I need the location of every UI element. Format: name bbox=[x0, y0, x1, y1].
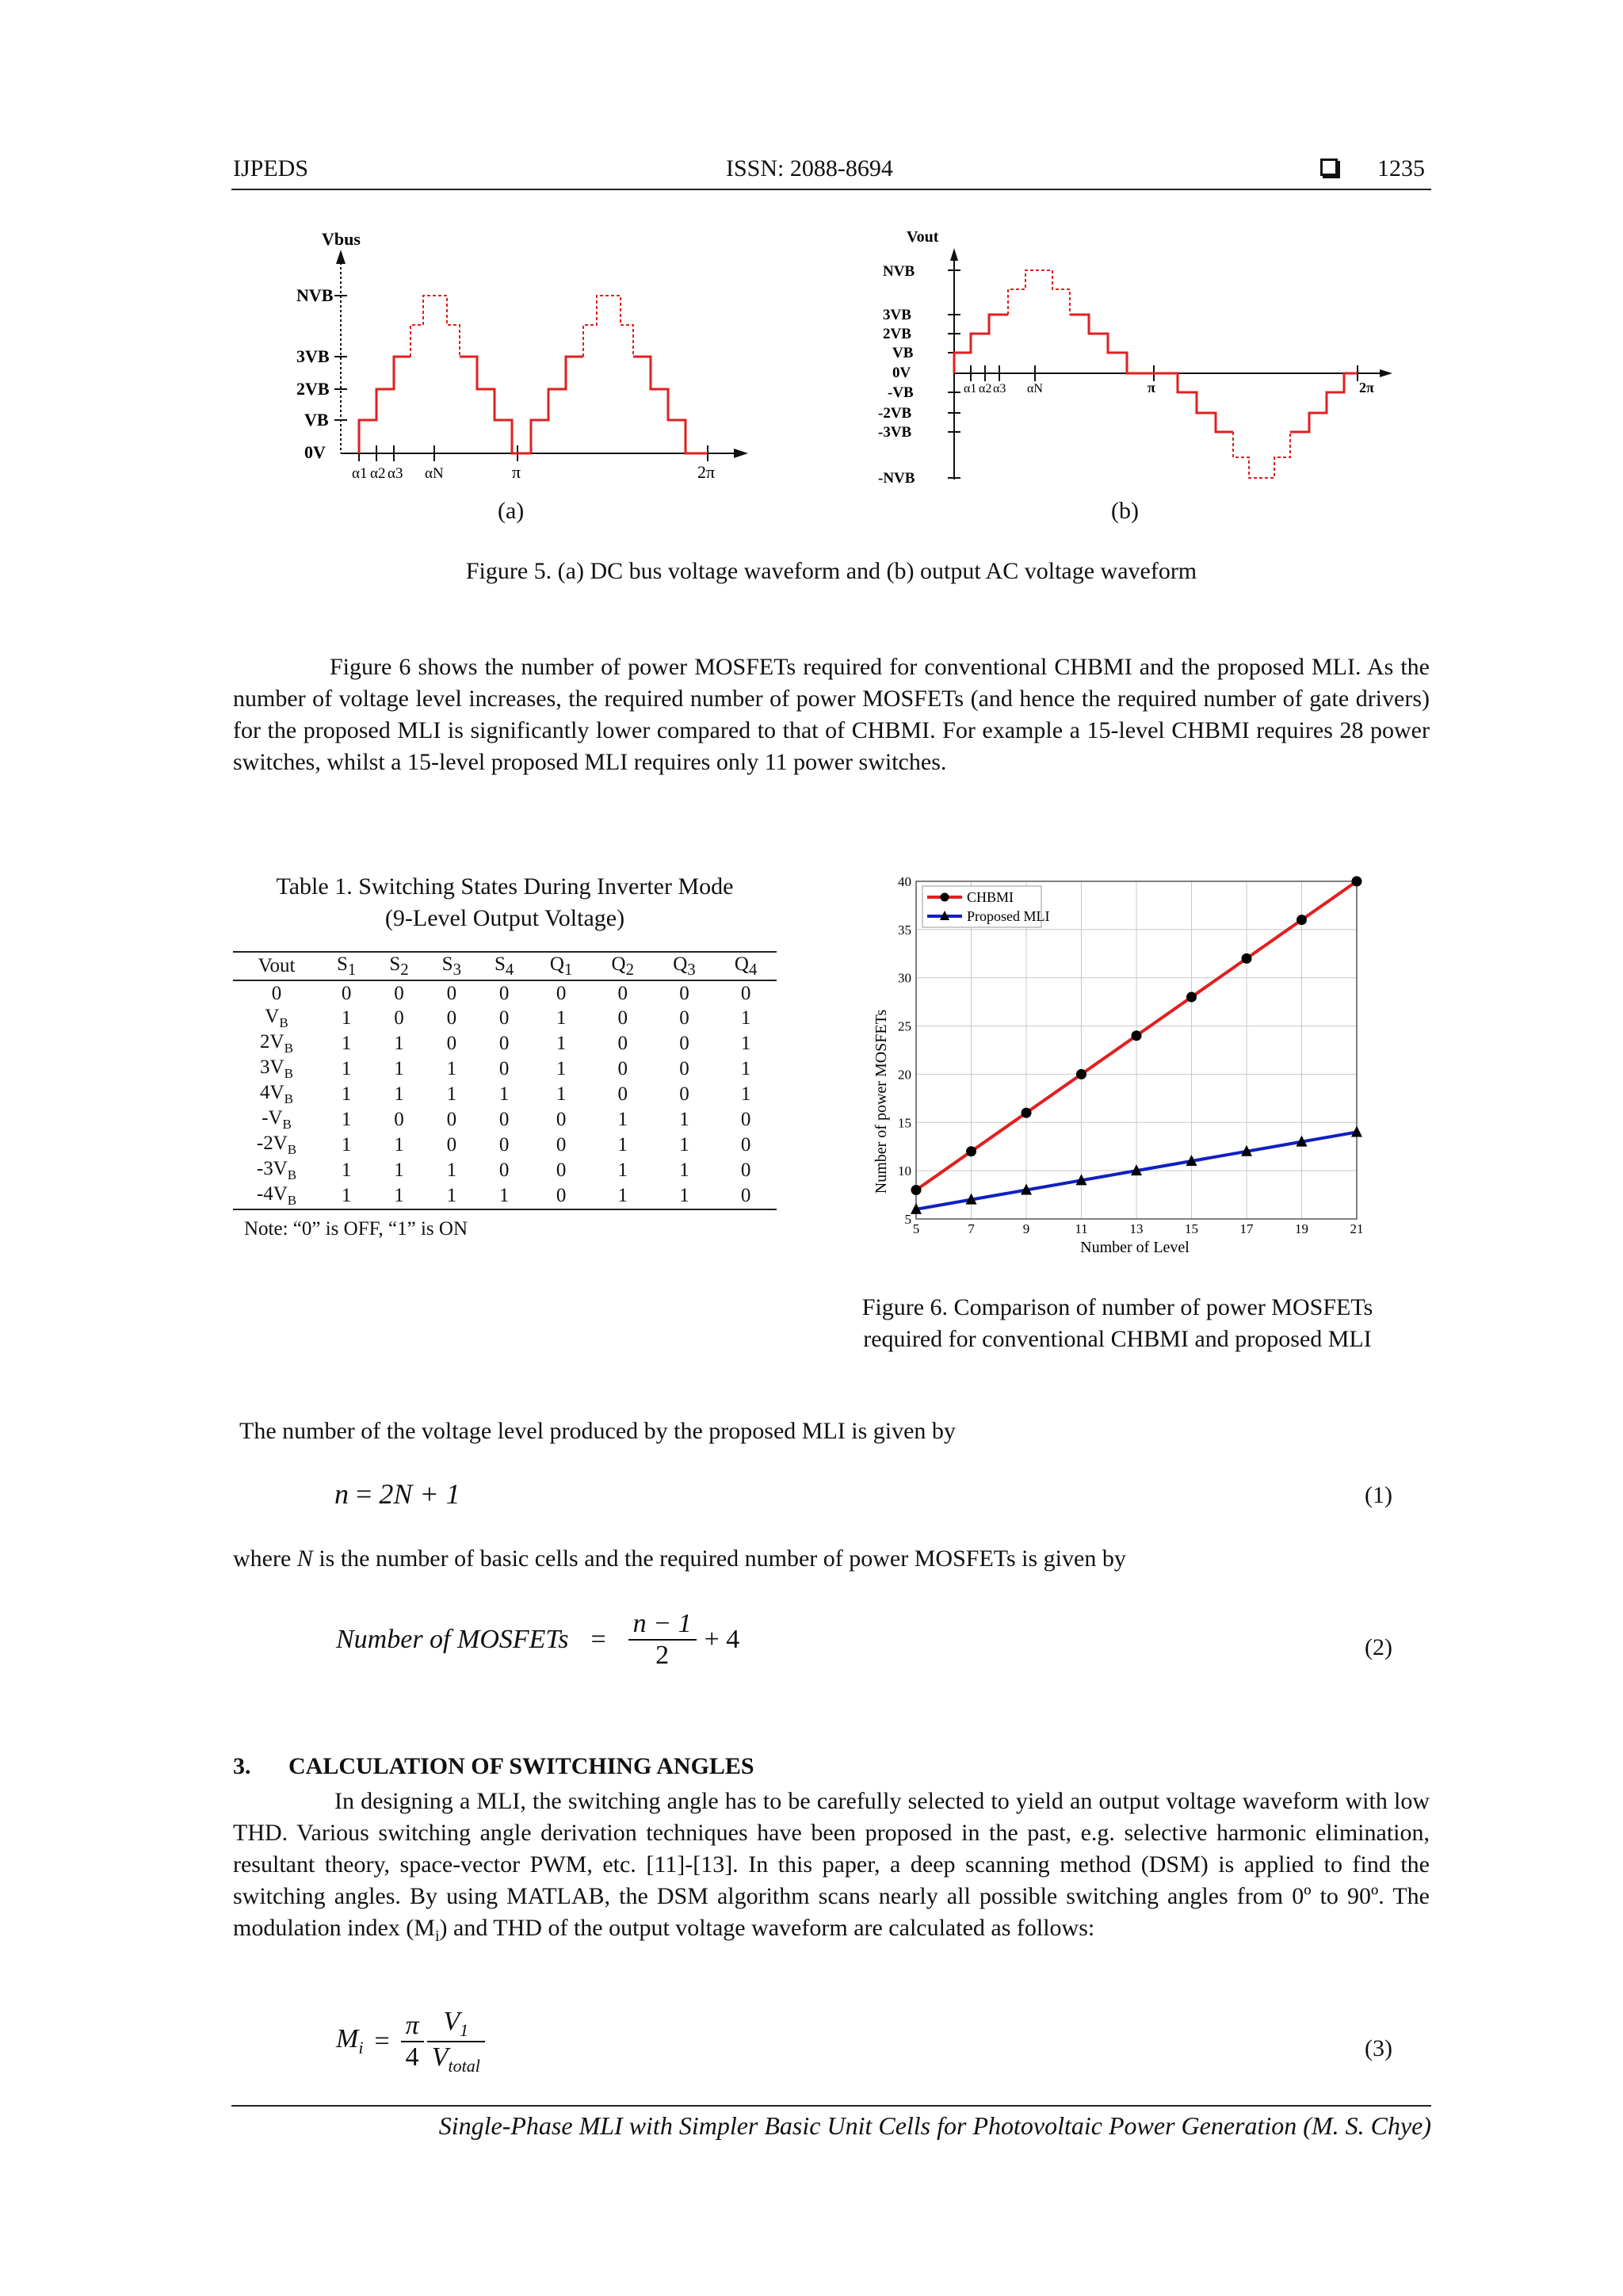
fig5b-panel-label: (b) bbox=[1111, 498, 1139, 524]
table-cell: 1 bbox=[394, 1033, 404, 1054]
arrow-up-icon bbox=[336, 250, 346, 264]
table-cell: 1 bbox=[679, 1134, 689, 1156]
col-header-q1: $Q_1$ bbox=[530, 952, 592, 980]
section3-number: 3. bbox=[233, 1753, 251, 1779]
eq2-lhs: Number of MOSFETs bbox=[336, 1625, 569, 1654]
y-tick-label: 40 bbox=[898, 874, 911, 889]
where-before: where bbox=[233, 1545, 297, 1572]
table-cell: 1 bbox=[341, 1109, 352, 1130]
table-cell: 0 bbox=[556, 1159, 567, 1181]
section3-paragraph bbox=[233, 1786, 1430, 1952]
table-cell: $2V_B$ bbox=[260, 1031, 293, 1056]
table1-title-line1: Table 1. Switching States During Inverter Mode bbox=[276, 873, 734, 900]
data-point-0 bbox=[1076, 1069, 1086, 1079]
fig5a-waveform-solid-1 bbox=[359, 357, 411, 453]
table-cell: 0 bbox=[715, 1183, 777, 1209]
eq2-tail: + 4 bbox=[704, 1625, 740, 1654]
table-cell: 0 bbox=[394, 982, 404, 1004]
fig5a-panel-label: (a) bbox=[498, 498, 525, 524]
legend-label-0: CHBMI bbox=[967, 889, 1014, 905]
y-tick-label: 15 bbox=[898, 1115, 911, 1131]
table-cell: 0 bbox=[679, 982, 689, 1004]
arrow-right-icon bbox=[1380, 369, 1392, 377]
table-cell: 0 bbox=[617, 1058, 628, 1079]
figure6-chart bbox=[864, 872, 1371, 1264]
table-row bbox=[233, 1082, 777, 1107]
legend-label-1: Proposed MLI bbox=[967, 908, 1050, 924]
fig5a-waveform-solid-2 bbox=[460, 357, 531, 453]
section3-heading bbox=[233, 1753, 754, 1780]
footer-rule bbox=[231, 2105, 1431, 2107]
table-cell: 0 bbox=[617, 1007, 628, 1029]
table-cell: 0 bbox=[446, 1007, 457, 1029]
section3-paragraph-text: In designing a MLI, the switching angle has to be carefully selected to yield an output voltage waveform with low THD. Various switching angle derivation techniques have been proposed in the past, e.g. selective harmonic elimination, resultant theory, space-vector PWM, etc. [11]-[13]. In this paper, a deep scanning method (DSM) is applied to find the switching angles. By using MATLAB, the DSM algorithm scans nearly all possible switching angles from 0º to 90º. The modulation index (M bbox=[233, 1788, 1430, 1941]
table-cell: 1 bbox=[394, 1058, 404, 1079]
table-row bbox=[233, 1006, 777, 1031]
table-cell: 0 bbox=[740, 1109, 751, 1130]
fig5a-xtick-a1: α1 bbox=[352, 465, 368, 482]
table-cell: 0 bbox=[740, 1159, 751, 1181]
fig5b-ytick-neg-nvb: -NVB bbox=[878, 470, 915, 487]
eq3-frac-num: $V_1$ bbox=[427, 2007, 485, 2042]
fig5b-ytick-vb: VB bbox=[892, 345, 914, 361]
where-var: N bbox=[296, 1545, 313, 1572]
table-cell: 1 bbox=[679, 1159, 689, 1181]
fig5b-xtick-a3: α3 bbox=[993, 382, 1006, 395]
table-cell: 1 bbox=[740, 1007, 751, 1029]
fig5b-ytick-neg-2vb: -2VB bbox=[878, 405, 912, 422]
page-number: 1235 bbox=[1377, 155, 1425, 181]
fig5b-waveform-neg-fall bbox=[1154, 373, 1233, 432]
table-cell: 0 bbox=[498, 1058, 510, 1079]
col-header-s4: $S_4$ bbox=[478, 952, 530, 980]
table-cell: 0 bbox=[679, 1033, 689, 1054]
arrow-up-icon bbox=[950, 248, 958, 261]
x-tick-label: 7 bbox=[968, 1221, 975, 1236]
fig5a-waveform-dashed-1 bbox=[411, 296, 460, 357]
mosfet-comparison-chart bbox=[864, 872, 1371, 1260]
fig5b-waveform-neg-trough bbox=[1233, 432, 1290, 478]
fig5b-xtick-an: αN bbox=[1027, 382, 1043, 395]
table-cell: 1 bbox=[446, 1058, 457, 1079]
table-row bbox=[233, 1107, 777, 1133]
fig5a-xtick-2pi: 2π bbox=[697, 462, 716, 482]
table1-note: Note: “0” is OFF, “1” is ON bbox=[244, 1218, 468, 1240]
fig5b-xtick-a2: α2 bbox=[979, 382, 992, 395]
figure5-caption: Figure 5. (a) DC bus voltage waveform and (b) output AC voltage waveform bbox=[465, 558, 1197, 584]
table-cell: 0 bbox=[679, 1058, 689, 1079]
x-tick-label: 13 bbox=[1129, 1221, 1144, 1236]
fig5b-xtick-2pi: 2π bbox=[1359, 380, 1374, 395]
table-row bbox=[233, 1031, 777, 1056]
square-bullet-icon bbox=[1320, 159, 1338, 176]
table-cell: $V_B$ bbox=[265, 1006, 288, 1030]
table-cell: 0 bbox=[617, 982, 628, 1004]
y-tick-label: 20 bbox=[898, 1067, 911, 1083]
table-cell: 1 bbox=[341, 1159, 352, 1181]
table-cell: 1 bbox=[446, 1159, 457, 1181]
fig5a-ytick-3vb: 3VB bbox=[296, 346, 330, 366]
table-cell: 1 bbox=[654, 1183, 716, 1209]
x-tick-label: 5 bbox=[912, 1221, 920, 1236]
table-cell: 0 bbox=[556, 982, 567, 1004]
figure6-caption bbox=[824, 1292, 1411, 1355]
data-point-0 bbox=[1132, 1030, 1142, 1041]
section3-title: CALCULATION OF SWITCHING ANGLES bbox=[288, 1753, 754, 1779]
table-cell: 0 bbox=[740, 982, 751, 1004]
table-cell: 0 bbox=[498, 1007, 510, 1029]
eq3-frac-den: $V_{total}$ bbox=[431, 2042, 480, 2076]
table-cell: 1 bbox=[426, 1183, 478, 1209]
table-cell: 0 bbox=[679, 1007, 689, 1029]
table-row bbox=[233, 980, 777, 1006]
eq2-number: (2) bbox=[1365, 1634, 1392, 1660]
table-cell: 1 bbox=[740, 1058, 751, 1079]
table-cell: 1 bbox=[341, 1007, 352, 1029]
table-cell: 0 bbox=[446, 982, 457, 1004]
table-cell: $-4V_B$ bbox=[233, 1183, 320, 1209]
table-cell: 0 bbox=[498, 1159, 510, 1181]
eq2-numerator: n − 1 bbox=[628, 1609, 697, 1641]
fig5b-ytick-0v: 0V bbox=[892, 365, 911, 381]
table-cell: 0 bbox=[556, 1134, 567, 1156]
table-cell: 1 bbox=[740, 1033, 751, 1054]
figure6-caption-line2: required for conventional CHBMI and proposed MLI bbox=[863, 1326, 1372, 1352]
y-tick-label: 35 bbox=[898, 922, 911, 938]
col-header-q2: $Q_2$ bbox=[592, 952, 654, 980]
col-header-s1: $S_1$ bbox=[320, 952, 372, 980]
data-point-0 bbox=[966, 1146, 976, 1156]
table-cell: 0 bbox=[498, 1109, 510, 1130]
table-cell: 0 bbox=[556, 1109, 567, 1130]
table-cell: 1 bbox=[556, 1033, 567, 1054]
fig5b-yaxis-label: Vout bbox=[907, 228, 939, 246]
table-cell: 1 bbox=[740, 1083, 751, 1105]
header-rule bbox=[231, 189, 1431, 190]
fig5b-ytick-neg-vb: -VB bbox=[888, 384, 914, 401]
fig5a-ytick-0v: 0V bbox=[304, 442, 326, 462]
eq2-fraction bbox=[628, 1609, 697, 1671]
fig5b-ytick-nvb: NVB bbox=[883, 263, 915, 280]
table-row bbox=[233, 1133, 777, 1158]
fig5b-xtick-pi: π bbox=[1148, 380, 1155, 395]
table-cell: 0 bbox=[341, 982, 352, 1004]
table-cell: 0 bbox=[446, 1134, 457, 1156]
table-cell: 0 bbox=[498, 1134, 510, 1156]
table-cell: 1 bbox=[592, 1183, 654, 1209]
fig5a-xtick-a3: α3 bbox=[388, 465, 403, 482]
table-cell: $-V_B$ bbox=[262, 1107, 292, 1132]
where-after: is the number of basic cells and the required number of power MOSFETs is given by bbox=[312, 1545, 1126, 1572]
body-paragraph-1: Figure 6 shows the number of power MOSFETs required for conventional CHBMI and the proposed MLI. As the number of voltage level increases, the required number of power MOSFETs (and hence the required number of gate drivers) for the proposed MLI is significantly lower compared to that of CHBMI. For example a 15-level CHBMI requires 28 power switches, whilst a 15-level proposed MLI requires only 11 power switches. bbox=[233, 654, 1430, 775]
fig5b-xtick-a1: α1 bbox=[964, 382, 977, 395]
section3-paragraph-end: ) and THD of the output voltage waveform are calculated as follows: bbox=[439, 1915, 1095, 1941]
y-tick-label: 10 bbox=[898, 1163, 911, 1179]
col-header-q3: $Q_3$ bbox=[654, 952, 716, 980]
equation-3: $M_i$ = $\frac{\pi}{4}$ $\frac{V_1}{V_{total}}$ bbox=[336, 2007, 485, 2076]
table1 bbox=[233, 951, 777, 1240]
table-cell: $-3V_B$ bbox=[256, 1158, 297, 1182]
table-cell: 1 bbox=[679, 1109, 689, 1130]
figure5-panel-a bbox=[293, 226, 753, 499]
footer-running-title: Single-Phase MLI with Simpler Basic Unit Cells for Photovoltaic Power Generation (M. S. Chye) bbox=[438, 2111, 1431, 2140]
eq3-number: (3) bbox=[1365, 2035, 1392, 2061]
table-cell: 1 bbox=[341, 1134, 352, 1156]
table-cell: 0 bbox=[446, 1109, 457, 1130]
col-header-q4: $Q_4$ bbox=[715, 952, 777, 980]
table-cell: 1 bbox=[556, 1007, 567, 1029]
fig5a-ytick-vb: VB bbox=[304, 410, 329, 430]
fig5b-waveform-pos-rise bbox=[954, 315, 1008, 373]
text-voltage-level: The number of the voltage level produced by the proposed MLI is given by bbox=[239, 1418, 956, 1444]
table-cell: 1 bbox=[617, 1134, 628, 1156]
col-header-s3: $S_3$ bbox=[426, 952, 478, 980]
data-point-0 bbox=[1296, 915, 1307, 925]
table-cell: 1 bbox=[556, 1058, 567, 1079]
table-cell: 1 bbox=[341, 1058, 352, 1079]
x-tick-label: 17 bbox=[1239, 1221, 1254, 1236]
table-cell: 1 bbox=[394, 1083, 404, 1105]
eq3-coef-num: π bbox=[401, 2011, 424, 2042]
table-cell: 1 bbox=[394, 1134, 404, 1156]
table-cell: 1 bbox=[372, 1183, 425, 1209]
x-tick-label: 11 bbox=[1075, 1221, 1088, 1236]
fig5a-xtick-a2: α2 bbox=[370, 465, 386, 482]
table-cell: 0 bbox=[394, 1007, 404, 1029]
y-tick-label: 25 bbox=[898, 1018, 911, 1034]
table-cell: 0 bbox=[498, 982, 510, 1004]
x-tick-label: 9 bbox=[1022, 1221, 1030, 1236]
fig5b-waveform-pos-peak bbox=[1008, 270, 1070, 315]
table1-title bbox=[233, 871, 777, 934]
eq1-number: (1) bbox=[1365, 1482, 1392, 1508]
fig5a-waveform-solid-3 bbox=[531, 357, 583, 453]
table-cell: 0 bbox=[530, 1183, 592, 1209]
equation-2: Number of MOSFETs = $\frac{n - 1}{2}$ + 4 bbox=[336, 1609, 740, 1670]
chart-xlabel: Number of Level bbox=[1080, 1239, 1190, 1256]
table-cell: 1 bbox=[341, 1083, 352, 1105]
equation-1: n = 2N + 1 bbox=[334, 1478, 460, 1510]
data-point-0 bbox=[1242, 953, 1252, 964]
table-cell: 1 bbox=[478, 1183, 530, 1209]
eq3-lhs: $M_i$ bbox=[336, 2024, 364, 2058]
table-cell: 1 bbox=[320, 1183, 372, 1209]
figure5-panel-b bbox=[872, 226, 1395, 499]
fig5a-waveform-solid-4 bbox=[633, 357, 708, 453]
data-point-0 bbox=[1186, 992, 1197, 1003]
table-cell: 0 bbox=[271, 982, 282, 1004]
eq2-denominator: 2 bbox=[655, 1641, 670, 1670]
eq3-coefficient bbox=[401, 2011, 424, 2073]
fig5b-ytick-3vb: 3VB bbox=[883, 307, 911, 323]
fig5b-waveform-pos-fall bbox=[1070, 315, 1154, 373]
fig5a-ytick-nvb: NVB bbox=[296, 285, 334, 305]
fig5a-xtick-an: αN bbox=[425, 465, 444, 482]
figure6-caption-line1: Figure 6. Comparison of number of power MOSFETs bbox=[861, 1294, 1373, 1320]
table-cell: 0 bbox=[498, 1033, 510, 1054]
fig5a-yaxis-label: Vbus bbox=[322, 229, 361, 249]
fig5a-xtick-pi: π bbox=[512, 462, 521, 482]
switching-states-table bbox=[233, 951, 777, 1210]
x-tick-label: 15 bbox=[1185, 1221, 1198, 1236]
col-header-s2: $S_2$ bbox=[372, 952, 425, 980]
table-cell: $4V_B$ bbox=[260, 1082, 293, 1106]
section3-paragraph-sub: i bbox=[434, 1927, 440, 1945]
col-header-vout: Vout bbox=[233, 952, 320, 980]
table-cell: 1 bbox=[446, 1083, 457, 1105]
table-cell: $3V_B$ bbox=[260, 1056, 293, 1081]
fig5b-ytick-2vb: 2VB bbox=[883, 326, 911, 342]
y-tick-label: 30 bbox=[898, 970, 911, 986]
chart-ylabel: Number of power MOSFETs bbox=[873, 1009, 890, 1194]
text-where bbox=[233, 1545, 1126, 1572]
eq1-lhs: n bbox=[334, 1478, 349, 1510]
journal-name: IJPEDS bbox=[233, 155, 309, 181]
issn: ISSN: 2088-8694 bbox=[726, 155, 893, 181]
table-cell: $-2V_B$ bbox=[256, 1133, 297, 1157]
table-row bbox=[233, 1158, 777, 1183]
eq3-voltage-ratio bbox=[427, 2007, 485, 2076]
data-point-0 bbox=[1022, 1108, 1032, 1118]
table-cell: 0 bbox=[394, 1109, 404, 1130]
data-point-0 bbox=[1352, 877, 1362, 887]
fig5a-ytick-2vb: 2VB bbox=[296, 379, 330, 399]
table-cell: 0 bbox=[679, 1083, 689, 1105]
table-cell: 1 bbox=[341, 1033, 352, 1054]
table-cell: 0 bbox=[446, 1033, 457, 1054]
table-cell: 1 bbox=[617, 1159, 628, 1181]
table-cell: 0 bbox=[740, 1134, 751, 1156]
arrow-right-icon bbox=[734, 449, 748, 458]
fig5b-ytick-neg-3vb: -3VB bbox=[878, 424, 912, 441]
table-header-row bbox=[233, 952, 777, 980]
data-point-0 bbox=[911, 1185, 922, 1195]
table-row bbox=[233, 1056, 777, 1082]
x-tick-label: 21 bbox=[1350, 1221, 1364, 1236]
table-cell: 1 bbox=[394, 1159, 404, 1181]
table-cell: 1 bbox=[617, 1109, 628, 1130]
table-row bbox=[233, 1183, 777, 1209]
eq3-coef-den: 4 bbox=[405, 2042, 419, 2072]
table1-title-line2: (9-Level Output Voltage) bbox=[384, 905, 625, 931]
table-cell: 1 bbox=[498, 1083, 510, 1105]
table-cell: 0 bbox=[617, 1033, 628, 1054]
legend-marker-0 bbox=[941, 893, 949, 902]
fig5b-waveform-neg-rise bbox=[1290, 373, 1358, 432]
table-cell: 0 bbox=[617, 1083, 628, 1105]
eq1-rhs: 2N + 1 bbox=[379, 1478, 460, 1510]
fig5a-waveform-dashed-2 bbox=[583, 296, 633, 357]
y-tick-label: 5 bbox=[904, 1212, 911, 1227]
table-cell: 1 bbox=[556, 1083, 567, 1105]
x-tick-label: 19 bbox=[1295, 1221, 1308, 1236]
